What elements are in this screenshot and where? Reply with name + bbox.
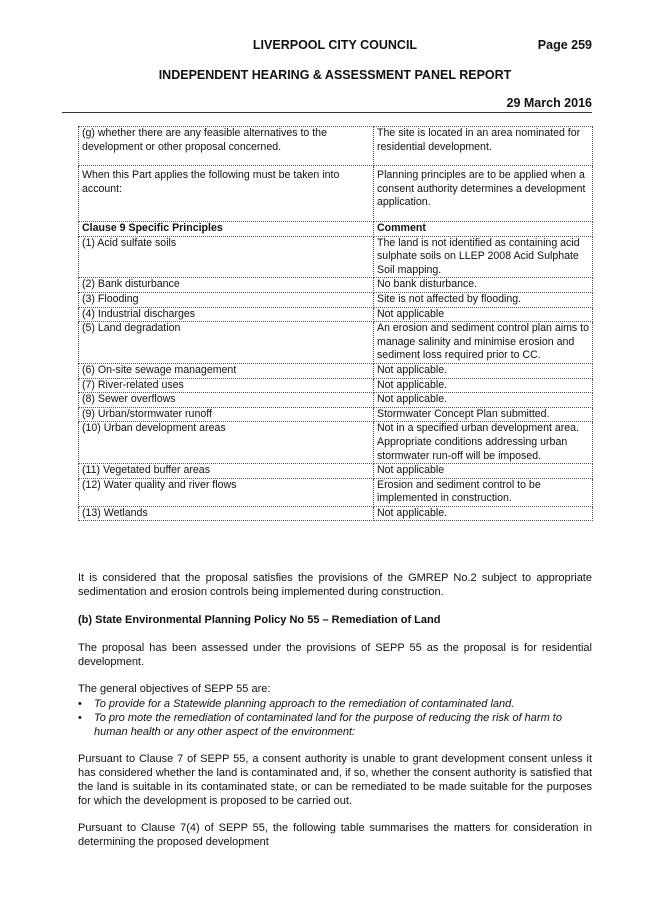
objectives-lead: The general objectives of SEPP 55 are: [78,683,271,695]
table-cell: The site is located in an area nominated for residential development. [374,127,593,166]
section-heading: (b) State Environmental Planning Policy No 55 – Remediation of Land [78,614,441,626]
council-name: LIVERPOOL CITY COUNCIL [252,38,418,52]
table-cell: (9) Urban/stormwater runoff [79,407,374,422]
table-row [79,393,593,408]
table-cell: (11) Vegetated buffer areas [79,464,374,479]
table-cell: (8) Sewer overflows [79,393,374,408]
table-cell: (4) Industrial discharges [79,307,374,322]
clause74-paragraph: Pursuant to Clause 7(4) of SEPP 55, the following table summarises the matters for consideration in determining the proposed development [78,822,592,848]
principles-table [78,126,593,521]
list-item [78,711,592,739]
table-cell: (2) Bank disturbance [79,278,374,293]
table-cell: Not applicable [374,464,593,479]
table-row [79,127,593,166]
table-row [79,292,593,307]
table-row [79,278,593,293]
table-cell: (1) Acid sulfate soils [79,236,374,278]
table-row [79,464,593,479]
table-cell: Erosion and sediment control to be implemented in construction. [374,478,593,506]
list-item [78,697,592,711]
gmrep-conclusion: It is considered that the proposal satisfies the provisions of the GMREP No.2 subject to appropriate sedimentation and erosion controls being implemented during construction. [78,572,592,598]
table-cell: Not applicable. [374,378,593,393]
table-row [79,506,593,521]
table-cell: (6) On-site sewage management [79,363,374,378]
table-header-row [79,222,593,237]
table-row [79,478,593,506]
table-row [79,307,593,322]
table-cell: Not applicable [374,307,593,322]
table-row [79,236,593,278]
table-cell: Not applicable. [374,393,593,408]
table-cell: Site is not affected by flooding. [374,292,593,307]
clause7-paragraph: Pursuant to Clause 7 of SEPP 55, a consent authority is unable to grant development consent unless it has considered whether the land is contaminated and, if so, whether the consent authority is satisfied that the land is suitable in its contaminated state, or can be remediated to be made suitable for the purposes for which the development is proposed to be carried out. [78,753,592,807]
table-cell: (g) whether there are any feasible alternatives to the development or other proposal concerned. [79,127,374,166]
page-header [78,38,592,54]
sepp55-intro: The proposal has been assessed under the provisions of SEPP 55 as the proposal is for residential development. [78,642,592,668]
list-item-text: To pro mote the remediation of contaminated land for the purpose of reducing the risk of harm to human health or any other aspect of the environment: [94,712,562,738]
table-row [79,363,593,378]
table-cell: (7) River-related uses [79,378,374,393]
table-cell: An erosion and sediment control plan aims to manage salinity and minimise erosion and sediment loss required prior to CC. [374,322,593,364]
bullet-icon: • [78,712,82,724]
column-header: Clause 9 Specific Principles [79,222,374,237]
table-row [79,407,593,422]
table-cell: (5) Land degradation [79,322,374,364]
table-cell: (13) Wetlands [79,506,374,521]
table-row [79,322,593,364]
table-row [79,378,593,393]
table-cell: (3) Flooding [79,292,374,307]
report-date: 29 March 2016 [506,96,592,110]
table-cell: No bank disturbance. [374,278,593,293]
page-number: Page 259 [537,38,592,52]
table-cell: Not in a specified urban development area. Appropriate conditions addressing urban stormwater run-off will be imposed. [374,422,593,464]
list-item-text: To provide for a Statewide planning approach to the remediation of contaminated land. [94,698,515,710]
table-cell: Not applicable. [374,363,593,378]
column-header: Comment [374,222,593,237]
table-cell: Stormwater Concept Plan submitted. [374,407,593,422]
table-cell: Not applicable. [374,506,593,521]
table-cell: Planning principles are to be applied when a consent authority determines a development application. [374,166,593,222]
table-cell: (10) Urban development areas [79,422,374,464]
header-divider [62,112,592,113]
report-title: INDEPENDENT HEARING & ASSESSMENT PANEL REPORT [158,68,512,82]
table-cell: The land is not identified as containing acid sulphate soils on LLEP 2008 Acid Sulphate Soil mapping. [374,236,593,278]
table-row [79,166,593,222]
bullet-icon: • [78,698,82,710]
table-cell: (12) Water quality and river flows [79,478,374,506]
objectives-list [78,697,592,739]
table-row [79,422,593,464]
table-cell: When this Part applies the following must be taken into account: [79,166,374,222]
